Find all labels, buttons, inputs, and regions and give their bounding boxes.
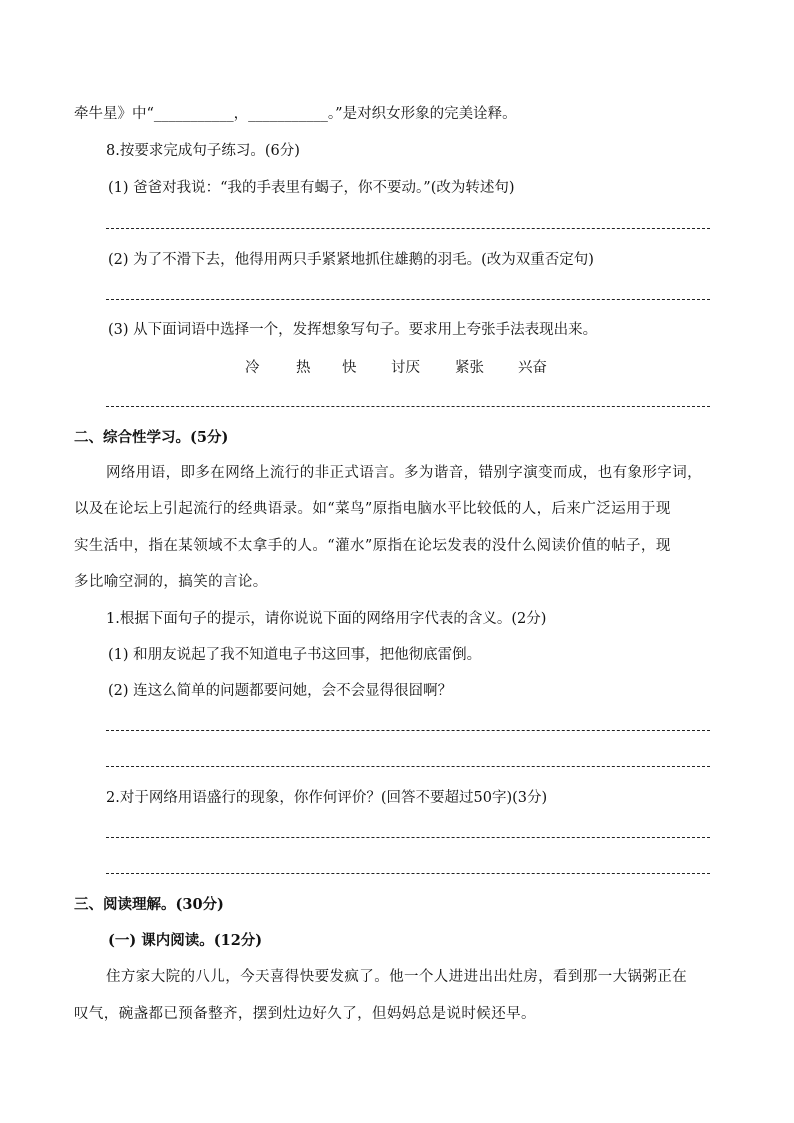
q8-item-1: (1) 爸爸对我说：“我的手表里有蝎子，你不要动。”(改为转述句) [108, 180, 515, 196]
answer-line[interactable] [106, 837, 710, 838]
q7-answer-line: 牵牛星》中“___________，___________。”是对织女形象的完美诠释。 [74, 106, 517, 122]
word-choice: 热 [296, 360, 311, 376]
section-3-sub-heading: (一) 课内阅读。(12分) [108, 932, 263, 949]
q8-title: 8.按要求完成句子练习。(6分) [106, 143, 300, 159]
word-choice: 讨厌 [391, 360, 420, 376]
word-choice: 兴奋 [518, 360, 547, 376]
passage-line: 以及在论坛上引起流行的经典语录。如“菜鸟”原指电脑水平比较低的人，后来广泛运用于现 [74, 501, 671, 517]
s2-q2: 2.对于网络用语盛行的现象，你作何评价？(回答不要超过50字)(3分) [106, 790, 548, 806]
q8-item-3: (3) 从下面词语中选择一个，发挥想象写句子。要求用上夸张手法表现出来。 [108, 322, 598, 338]
s2-q1-item-2: (2) 连这么简单的问题都要问她，会不会显得很囧啊？ [108, 683, 453, 699]
section-2-heading: 二、综合性学习。(5分) [74, 429, 229, 446]
passage-line: 多比喻空洞的，搞笑的言论。 [74, 574, 268, 590]
answer-line[interactable] [106, 873, 710, 874]
s2-q1: 1.根据下面句子的提示，请你说说下面的网络用字代表的含义。(2分) [106, 611, 547, 627]
word-choices [0, 356, 794, 376]
s2-q1-item-1: (1) 和朋友说起了我不知道电子书这回事，把他彻底雷倒。 [108, 647, 482, 663]
passage-line: 实生活中，指在某领域不太拿手的人。“灌水”原指在论坛发表的没什么阅读价值的帖子，现 [74, 538, 671, 554]
answer-line[interactable] [106, 228, 710, 229]
word-choice: 紧张 [455, 360, 484, 376]
answer-line[interactable] [106, 406, 710, 407]
passage-line: 叹气，碗盏都已预备整齐，摆到灶边好久了，但妈妈总是说时候还早。 [74, 1006, 536, 1022]
answer-line[interactable] [106, 766, 710, 767]
word-choice: 冷 [245, 360, 260, 376]
answer-line[interactable] [106, 730, 710, 731]
passage-line: 住方家大院的八儿，今天喜得快要发疯了。他一个人进进出出灶房，看到那一大锅粥正在 [106, 969, 688, 985]
section-3-heading: 三、阅读理解。(30分) [74, 896, 224, 913]
answer-line[interactable] [106, 299, 710, 300]
passage-line: 网络用语，即多在网络上流行的非正式语言。多为谐音，错别字演变而成，也有象形字词， [106, 465, 702, 481]
q8-item-2: (2) 为了不滑下去，他得用两只手紧紧地抓住雄鹅的羽毛。(改为双重否定句) [108, 252, 594, 268]
word-choice: 快 [342, 360, 357, 376]
